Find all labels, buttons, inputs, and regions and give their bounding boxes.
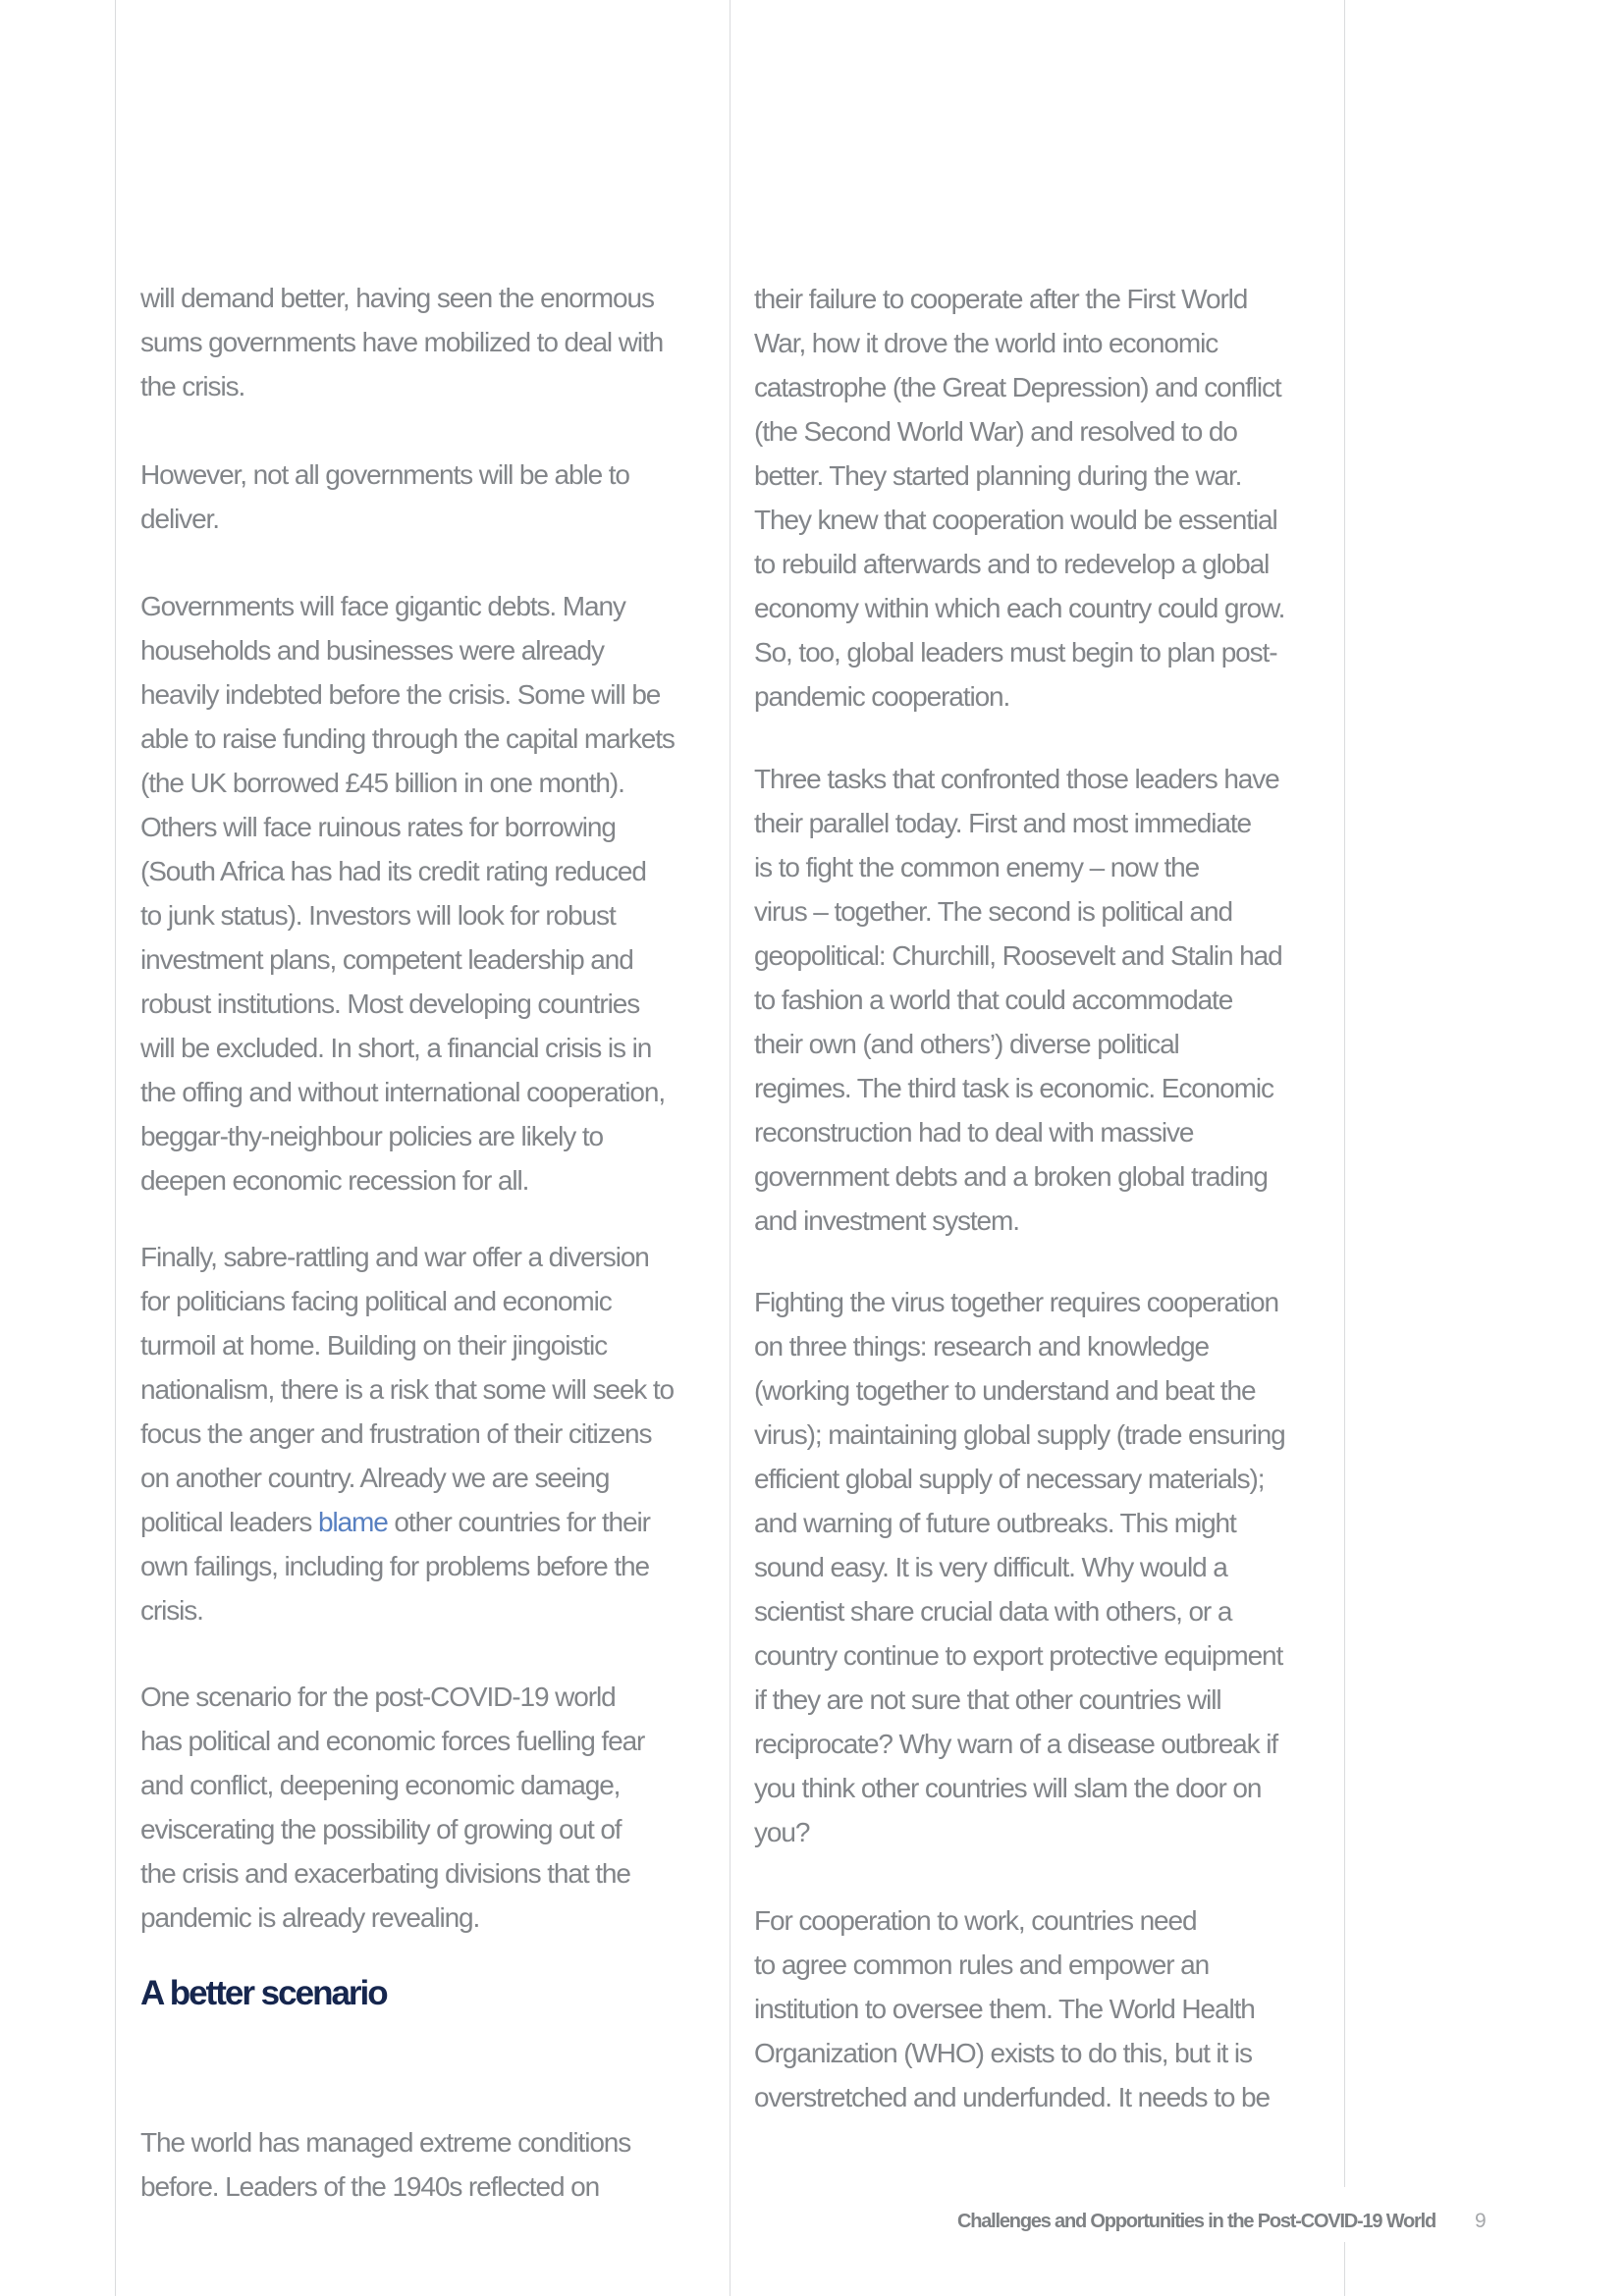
text-segment: eviscerating the possibility of growing out of bbox=[140, 1814, 622, 1844]
text-line bbox=[754, 321, 1284, 365]
text-segment: They knew that cooperation would be essential bbox=[754, 505, 1277, 535]
text-segment: and conflict, deepening economic damage, bbox=[140, 1770, 621, 1800]
text-line bbox=[754, 454, 1284, 498]
text-line bbox=[140, 1456, 674, 1500]
text-line bbox=[754, 1810, 1285, 1854]
text-line bbox=[754, 1066, 1282, 1110]
text-line bbox=[140, 1114, 675, 1158]
right-paragraph-2 bbox=[754, 757, 1282, 1243]
text-segment: Organization (WHO) exists to do this, but it is bbox=[754, 2038, 1252, 2068]
text-segment: However, not all governments will be able to bbox=[140, 459, 629, 490]
text-segment: the crisis and exacerbating divisions that the bbox=[140, 1858, 630, 1889]
text-line bbox=[140, 2120, 630, 2164]
section-heading: A better scenario bbox=[140, 1974, 387, 2012]
text-line bbox=[140, 893, 675, 937]
text-segment: robust institutions. Most developing countries bbox=[140, 988, 640, 1019]
left-paragraph-3 bbox=[140, 584, 675, 1202]
text-segment: if they are not sure that other countries will bbox=[754, 1684, 1221, 1715]
text-line bbox=[140, 584, 675, 628]
text-segment: sums governments have mobilized to deal with bbox=[140, 327, 664, 357]
text-segment: government debts and a broken global trading bbox=[754, 1161, 1268, 1192]
left-paragraph-2 bbox=[140, 453, 629, 541]
text-segment: investment plans, competent leadership and bbox=[140, 944, 633, 975]
text-line bbox=[754, 1545, 1285, 1589]
text-line bbox=[754, 934, 1282, 978]
text-segment: own failings, including for problems before the bbox=[140, 1551, 649, 1581]
text-line bbox=[754, 801, 1282, 845]
text-segment: the crisis. bbox=[140, 371, 245, 401]
text-segment: heavily indebted before the crisis. Some will be bbox=[140, 679, 661, 710]
text-segment: is to fight the common enemy – now the bbox=[754, 852, 1200, 882]
text-segment: will demand better, having seen the enormous bbox=[140, 283, 654, 313]
text-segment: Finally, sabre-rattling and war offer a diversion bbox=[140, 1242, 649, 1272]
column-guide-middle bbox=[730, 0, 731, 2296]
text-segment: pandemic is already revealing. bbox=[140, 1902, 480, 1933]
left-paragraph-5 bbox=[140, 1675, 644, 1940]
text-line bbox=[754, 1589, 1285, 1633]
text-line bbox=[754, 2031, 1270, 2075]
text-line bbox=[140, 1158, 675, 1202]
text-line bbox=[754, 889, 1282, 934]
text-segment: crisis. bbox=[140, 1595, 203, 1626]
text-line bbox=[754, 1633, 1285, 1678]
text-line bbox=[754, 630, 1284, 674]
right-paragraph-4 bbox=[754, 1898, 1270, 2119]
text-line bbox=[140, 497, 629, 541]
text-segment: (the Second World War) and resolved to do bbox=[754, 416, 1237, 447]
text-line bbox=[140, 1851, 644, 1896]
text-segment: geopolitical: Churchill, Roosevelt and Stalin had bbox=[754, 940, 1282, 971]
text-line bbox=[754, 978, 1282, 1022]
text-line bbox=[140, 1544, 674, 1588]
text-segment: catastrophe (the Great Depression) and conflict bbox=[754, 372, 1281, 402]
text-segment: overstretched and underfunded. It needs to be bbox=[754, 2082, 1270, 2112]
text-segment: you think other countries will slam the door on bbox=[754, 1773, 1262, 1803]
text-segment: economy within which each country could grow. bbox=[754, 593, 1285, 623]
text-segment: War, how it drove the world into economic bbox=[754, 328, 1218, 358]
text-segment: their failure to cooperate after the First World bbox=[754, 284, 1248, 314]
column-guide-right-upper bbox=[1344, 0, 1345, 2187]
text-line bbox=[754, 1413, 1285, 1457]
text-line bbox=[140, 1412, 674, 1456]
text-segment: on another country. Already we are seeing bbox=[140, 1463, 610, 1493]
text-line bbox=[140, 1763, 644, 1807]
text-segment: the offing and without international cooperation, bbox=[140, 1077, 666, 1107]
text-segment: and investment system. bbox=[754, 1205, 1019, 1236]
text-line bbox=[754, 1678, 1285, 1722]
text-line bbox=[140, 2164, 630, 2209]
text-line bbox=[754, 1766, 1285, 1810]
text-segment: to agree common rules and empower an bbox=[754, 1949, 1210, 1980]
footer-report-title: Challenges and Opportunities in the Post-COVID-19 World bbox=[956, 2211, 1435, 2232]
text-line bbox=[140, 1500, 674, 1544]
text-line bbox=[140, 1675, 644, 1719]
text-line bbox=[140, 1896, 644, 1940]
text-segment: better. They started planning during the war. bbox=[754, 460, 1242, 491]
text-line bbox=[754, 1199, 1282, 1243]
text-segment: before. Leaders of the 1940s reflected on bbox=[140, 2171, 600, 2202]
text-line bbox=[140, 805, 675, 849]
left-paragraph-4 bbox=[140, 1235, 674, 1632]
text-line bbox=[754, 498, 1284, 542]
text-line bbox=[754, 1324, 1285, 1368]
text-segment: and warning of future outbreaks. This might bbox=[754, 1508, 1236, 1538]
text-segment: beggar-thy-neighbour policies are likely to bbox=[140, 1121, 603, 1151]
text-segment: other countries for their bbox=[387, 1507, 650, 1537]
text-line bbox=[140, 320, 663, 364]
text-line bbox=[754, 845, 1282, 889]
text-line bbox=[140, 1588, 674, 1632]
text-segment: turmoil at home. Building on their jingoistic bbox=[140, 1330, 607, 1361]
text-line bbox=[754, 674, 1284, 719]
text-segment: their parallel today. First and most immediate bbox=[754, 808, 1251, 838]
text-line bbox=[754, 1368, 1285, 1413]
text-segment: (the UK borrowed £45 billion in one month). bbox=[140, 768, 624, 798]
text-line bbox=[754, 1943, 1270, 1987]
text-segment: you? bbox=[754, 1817, 810, 1847]
text-line bbox=[140, 1235, 674, 1279]
text-segment: country continue to export protective equipment bbox=[754, 1640, 1283, 1671]
text-line bbox=[754, 1280, 1285, 1324]
column-guide-right-lower bbox=[1344, 2242, 1345, 2296]
text-segment: reconstruction had to deal with massive bbox=[754, 1117, 1194, 1148]
text-line bbox=[140, 276, 663, 320]
text-segment: So, too, global leaders must begin to plan post- bbox=[754, 637, 1277, 667]
text-segment: households and businesses were already bbox=[140, 635, 604, 666]
text-segment: to junk status). Investors will look for robust bbox=[140, 900, 616, 931]
text-line bbox=[754, 1501, 1285, 1545]
text-line bbox=[140, 982, 675, 1026]
column-guide-left bbox=[115, 0, 116, 2296]
text-line bbox=[140, 1026, 675, 1070]
text-segment: pandemic cooperation. bbox=[754, 681, 1010, 712]
text-segment: (South Africa has had its credit rating reduced bbox=[140, 856, 646, 886]
text-line bbox=[140, 453, 629, 497]
text-segment: (working together to understand and beat the bbox=[754, 1375, 1256, 1406]
text-segment: institution to oversee them. The World Health bbox=[754, 1994, 1255, 2024]
text-line bbox=[754, 1722, 1285, 1766]
text-line bbox=[140, 672, 675, 717]
text-segment: to rebuild afterwards and to redevelop a global bbox=[754, 549, 1270, 579]
text-line bbox=[754, 365, 1284, 409]
text-segment: regimes. The third task is economic. Economic bbox=[754, 1073, 1273, 1103]
text-segment: focus the anger and frustration of their citizens bbox=[140, 1418, 652, 1449]
text-segment: will be excluded. In short, a financial crisis is in bbox=[140, 1033, 652, 1063]
footer-page-number: 9 bbox=[1475, 2210, 1487, 2232]
text-segment: reciprocate? Why warn of a disease outbreak if bbox=[754, 1729, 1278, 1759]
text-line bbox=[754, 1987, 1270, 2031]
text-line bbox=[140, 1323, 674, 1367]
text-segment: for politicians facing political and economic bbox=[140, 1286, 612, 1316]
text-segment: political leaders bbox=[140, 1507, 318, 1537]
text-segment: sound easy. It is very difficult. Why would a bbox=[754, 1552, 1227, 1582]
text-line bbox=[140, 849, 675, 893]
text-segment: has political and economic forces fuelling fear bbox=[140, 1726, 645, 1756]
text-line bbox=[140, 761, 675, 805]
right-paragraph-3 bbox=[754, 1280, 1285, 1854]
text-segment: virus); maintaining global supply (trade ensuring bbox=[754, 1419, 1285, 1450]
text-line bbox=[140, 717, 675, 761]
text-segment: One scenario for the post-COVID-19 world bbox=[140, 1682, 616, 1712]
text-line bbox=[140, 1807, 644, 1851]
text-line bbox=[754, 542, 1284, 586]
text-segment: virus – together. The second is political and bbox=[754, 896, 1232, 927]
text-segment: For cooperation to work, countries need bbox=[754, 1905, 1197, 1936]
text-line bbox=[754, 1110, 1282, 1154]
text-line bbox=[140, 1070, 675, 1114]
text-segment: nationalism, there is a risk that some will seek to bbox=[140, 1374, 675, 1405]
text-line bbox=[140, 1279, 674, 1323]
left-paragraph-1 bbox=[140, 276, 663, 408]
text-segment: deepen economic recession for all. bbox=[140, 1165, 529, 1196]
text-line bbox=[140, 364, 663, 408]
text-line bbox=[754, 1898, 1270, 1943]
text-segment: The world has managed extreme conditions bbox=[140, 2127, 631, 2158]
text-line bbox=[754, 1022, 1282, 1066]
text-line bbox=[754, 2075, 1270, 2119]
text-segment: scientist share crucial data with others, or a bbox=[754, 1596, 1232, 1627]
text-segment: Governments will face gigantic debts. Many bbox=[140, 591, 625, 621]
text-line bbox=[140, 937, 675, 982]
text-segment: able to raise funding through the capital markets bbox=[140, 723, 675, 754]
text-line bbox=[140, 1719, 644, 1763]
text-segment: efficient global supply of necessary materials); bbox=[754, 1464, 1265, 1494]
text-line bbox=[754, 277, 1284, 321]
text-line bbox=[140, 628, 675, 672]
text-line bbox=[754, 1457, 1285, 1501]
text-segment: Others will face ruinous rates for borrowing bbox=[140, 812, 616, 842]
text-line bbox=[140, 1367, 674, 1412]
text-line bbox=[754, 586, 1284, 630]
text-line bbox=[754, 757, 1282, 801]
text-segment: on three things: research and knowledge bbox=[754, 1331, 1209, 1362]
text-segment: deliver. bbox=[140, 504, 219, 534]
text-line bbox=[754, 1154, 1282, 1199]
text-segment: Fighting the virus together requires cooperation bbox=[754, 1287, 1278, 1317]
text-segment: Three tasks that confronted those leaders have bbox=[754, 764, 1279, 794]
right-paragraph-1 bbox=[754, 277, 1284, 719]
text-segment: to fashion a world that could accommodate bbox=[754, 985, 1233, 1015]
text-line bbox=[754, 409, 1284, 454]
blame-link[interactable]: blame bbox=[317, 1507, 388, 1537]
text-segment: their own (and others’) diverse political bbox=[754, 1029, 1179, 1059]
left-paragraph-6 bbox=[140, 2120, 630, 2209]
